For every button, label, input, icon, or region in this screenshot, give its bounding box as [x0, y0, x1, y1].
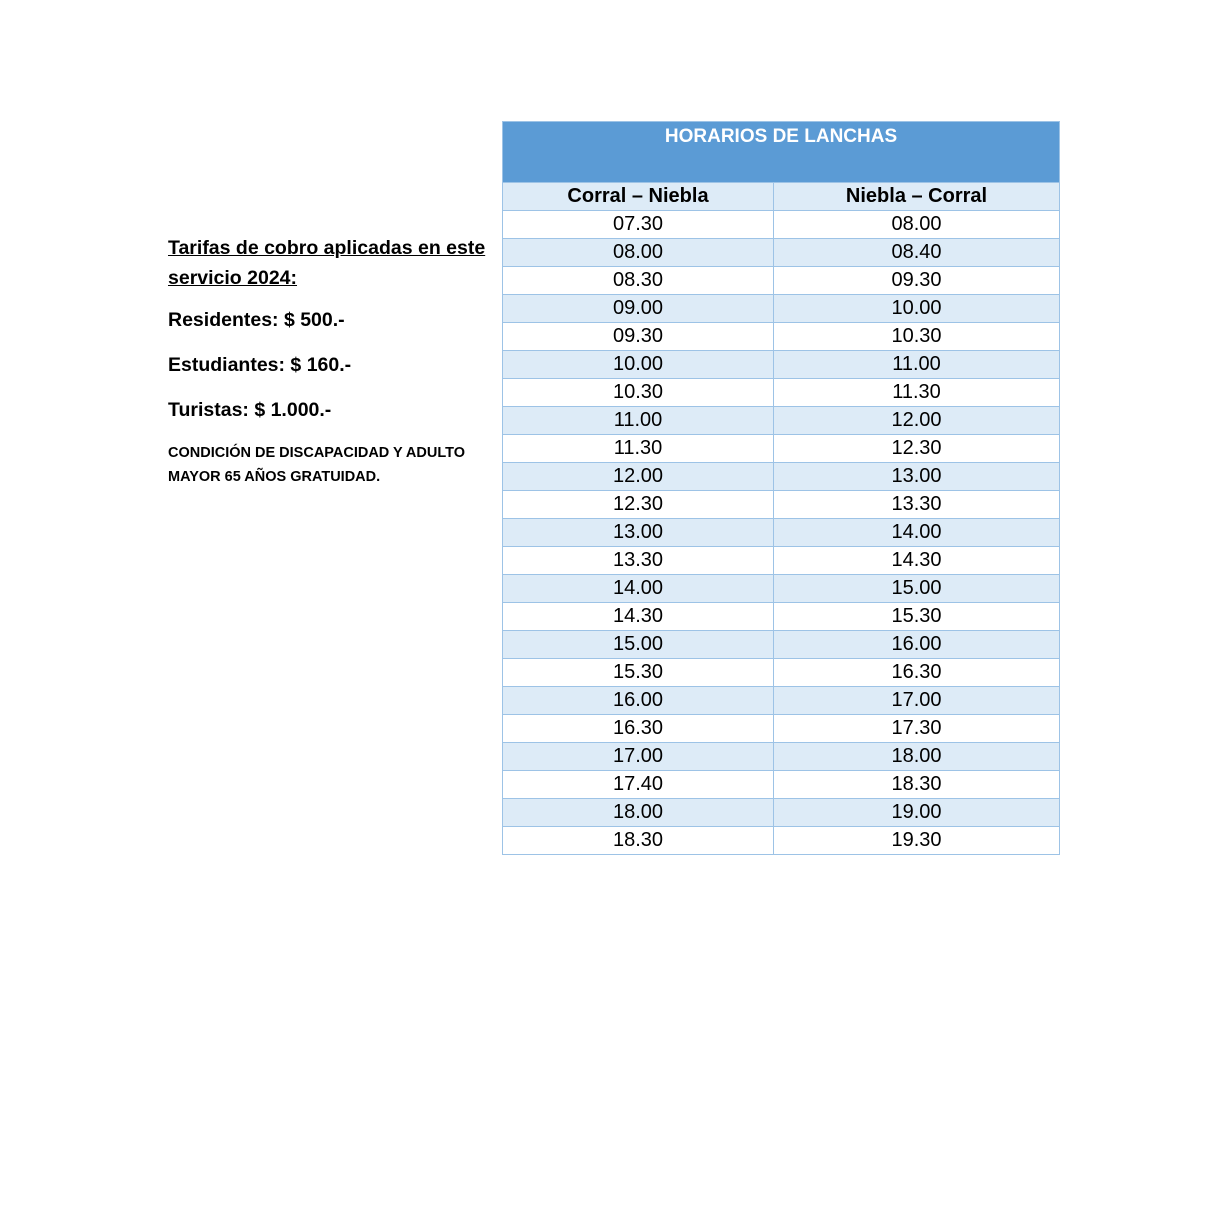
table-row: [503, 659, 1060, 687]
table-row: [503, 519, 1060, 547]
departure-corral-niebla: 11.30: [503, 435, 774, 463]
table-row: [503, 603, 1060, 631]
departure-corral-niebla: 08.00: [503, 239, 774, 267]
departure-niebla-corral: 14.30: [774, 547, 1060, 575]
departure-corral-niebla: 10.30: [503, 379, 774, 407]
departure-niebla-corral: 12.00: [774, 407, 1060, 435]
tariff-estudiantes: Estudiantes: $ 160.-: [168, 354, 352, 376]
tariffs-title-line-2: servicio 2024:: [168, 267, 298, 289]
table-row: [503, 575, 1060, 603]
departure-niebla-corral: 16.30: [774, 659, 1060, 687]
tariffs-section: [168, 233, 488, 489]
departure-corral-niebla: 10.00: [503, 351, 774, 379]
departure-corral-niebla: 09.00: [503, 295, 774, 323]
departure-niebla-corral: 15.00: [774, 575, 1060, 603]
schedule-title-row: [503, 122, 1060, 183]
departure-niebla-corral: 10.00: [774, 295, 1060, 323]
departure-niebla-corral: 12.30: [774, 435, 1060, 463]
departure-niebla-corral: 08.40: [774, 239, 1060, 267]
table-row: [503, 631, 1060, 659]
boat-schedule-table: [502, 121, 1060, 855]
table-row: [503, 211, 1060, 239]
table-row: [503, 435, 1060, 463]
departure-niebla-corral: 14.00: [774, 519, 1060, 547]
table-row: [503, 547, 1060, 575]
schedule-column-header-row: [503, 183, 1060, 211]
departure-corral-niebla: 11.00: [503, 407, 774, 435]
table-row: [503, 771, 1060, 799]
departure-corral-niebla: 12.30: [503, 491, 774, 519]
departure-niebla-corral: 17.30: [774, 715, 1060, 743]
departure-niebla-corral: 11.30: [774, 379, 1060, 407]
departure-corral-niebla: 07.30: [503, 211, 774, 239]
departure-niebla-corral: 16.00: [774, 631, 1060, 659]
departure-corral-niebla: 17.00: [503, 743, 774, 771]
table-row: [503, 295, 1060, 323]
departure-niebla-corral: 18.30: [774, 771, 1060, 799]
departure-corral-niebla: 13.30: [503, 547, 774, 575]
table-row: [503, 799, 1060, 827]
column-header-corral-niebla: Corral – Niebla: [503, 183, 774, 211]
departure-corral-niebla: 18.00: [503, 799, 774, 827]
tariffs-title-line-1: Tarifas de cobro aplicadas en este: [168, 237, 486, 259]
departure-niebla-corral: 08.00: [774, 211, 1060, 239]
table-row: [503, 463, 1060, 491]
departure-niebla-corral: 18.00: [774, 743, 1060, 771]
gratuity-note-line-2: MAYOR 65 AÑOS GRATUIDAD.: [168, 469, 381, 485]
table-row: [503, 407, 1060, 435]
table-row: [503, 687, 1060, 715]
table-row: [503, 239, 1060, 267]
departure-niebla-corral: 19.00: [774, 799, 1060, 827]
departure-corral-niebla: 14.30: [503, 603, 774, 631]
table-row: [503, 267, 1060, 295]
departure-corral-niebla: 18.30: [503, 827, 774, 855]
departure-niebla-corral: 10.30: [774, 323, 1060, 351]
table-row: [503, 323, 1060, 351]
departure-niebla-corral: 17.00: [774, 687, 1060, 715]
departure-corral-niebla: 15.30: [503, 659, 774, 687]
departure-corral-niebla: 12.00: [503, 463, 774, 491]
departure-corral-niebla: 08.30: [503, 267, 774, 295]
departure-niebla-corral: 09.30: [774, 267, 1060, 295]
departure-corral-niebla: 15.00: [503, 631, 774, 659]
table-row: [503, 827, 1060, 855]
departure-niebla-corral: 13.00: [774, 463, 1060, 491]
departure-corral-niebla: 13.00: [503, 519, 774, 547]
departure-niebla-corral: 11.00: [774, 351, 1060, 379]
table-row: [503, 491, 1060, 519]
departure-corral-niebla: 14.00: [503, 575, 774, 603]
departure-corral-niebla: 17.40: [503, 771, 774, 799]
tariff-turistas: Turistas: $ 1.000.-: [168, 399, 332, 421]
schedule-body: [503, 211, 1060, 855]
table-row: [503, 743, 1060, 771]
departure-corral-niebla: 09.30: [503, 323, 774, 351]
departure-corral-niebla: 16.00: [503, 687, 774, 715]
departure-niebla-corral: 15.30: [774, 603, 1060, 631]
table-row: [503, 379, 1060, 407]
schedule-title: HORARIOS DE LANCHAS: [503, 122, 1060, 183]
gratuity-note-line-1: CONDICIÓN DE DISCAPACIDAD Y ADULTO: [168, 445, 466, 461]
departure-niebla-corral: 13.30: [774, 491, 1060, 519]
tariff-residentes: Residentes: $ 500.-: [168, 309, 345, 331]
departure-niebla-corral: 19.30: [774, 827, 1060, 855]
departure-corral-niebla: 16.30: [503, 715, 774, 743]
table-row: [503, 351, 1060, 379]
table-row: [503, 715, 1060, 743]
column-header-niebla-corral: Niebla – Corral: [774, 183, 1060, 211]
